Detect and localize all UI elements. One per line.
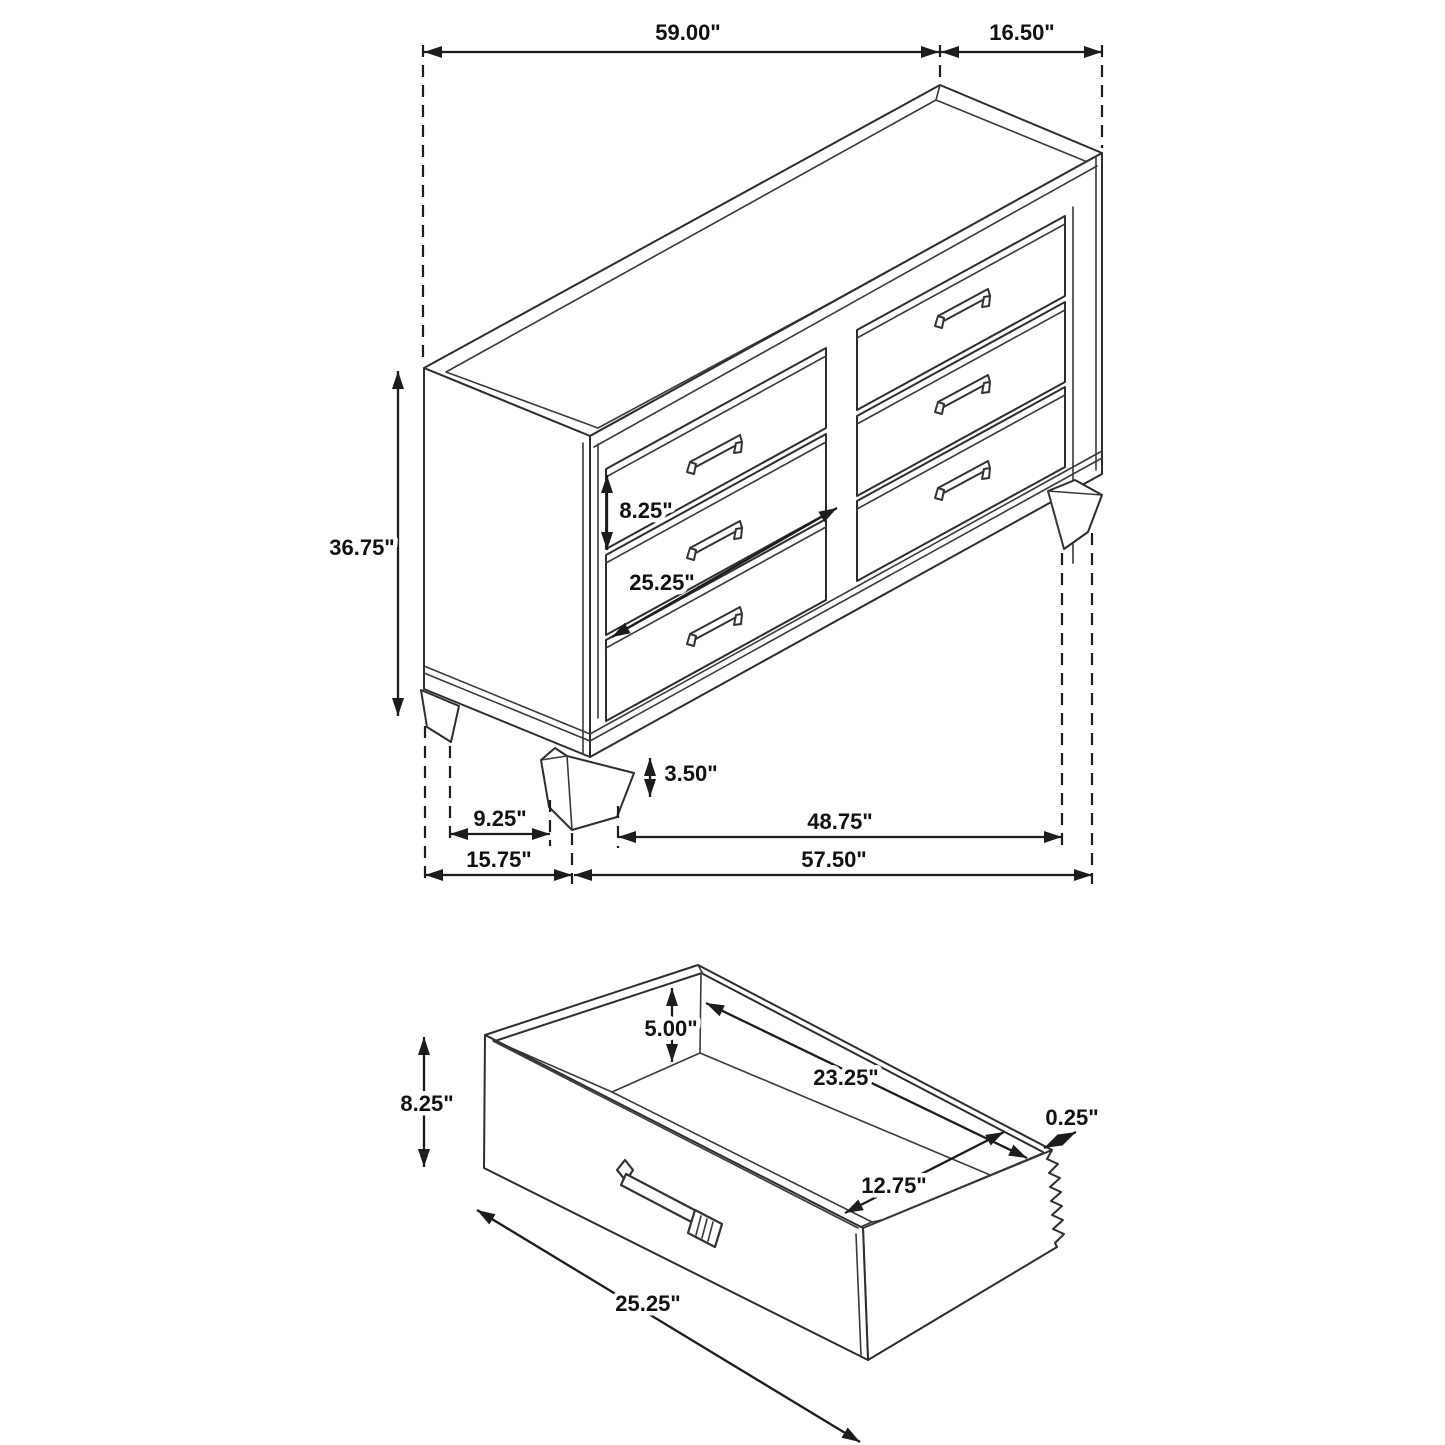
dim-line-panel-thickness: [1044, 1132, 1076, 1148]
dim-label-drawer-width: 25.25": [629, 570, 695, 595]
front-left-leg: [541, 748, 634, 830]
dim-label-panel-thickness: 0.25": [1045, 1105, 1099, 1130]
front-right-leg: [1048, 480, 1102, 549]
dim-label-front-width: 25.25": [615, 1291, 681, 1316]
back-top-edge: [698, 965, 1052, 1152]
dim-label-leg-height: 3.50": [664, 761, 718, 786]
dim-label-leg-gap: 9.25": [473, 806, 527, 831]
dim-label-drawer-height: 8.25": [619, 498, 673, 523]
dresser-drawing: [329, 20, 1102, 884]
dim-label-interior-width: 12.75": [861, 1173, 927, 1198]
dim-label-front-height: 8.25": [400, 1091, 454, 1116]
dresser-side-panel: [424, 368, 590, 757]
dim-label-front-leg-span: 48.75": [807, 809, 873, 834]
dim-label-interior-length: 23.25": [813, 1065, 879, 1090]
dim-label-side-footprint: 15.75": [466, 847, 532, 872]
side-panel-outline: [424, 368, 590, 757]
drawer-drawing: [400, 965, 1098, 1442]
dim-label-front-footprint: 57.50": [801, 847, 867, 872]
dim-label-overall-height: 36.75": [329, 535, 395, 560]
dim-label-overall-width: 59.00": [655, 20, 721, 45]
dim-label-top-depth: 16.50": [989, 20, 1055, 45]
dim-label-interior-depth: 5.00": [644, 1016, 698, 1041]
